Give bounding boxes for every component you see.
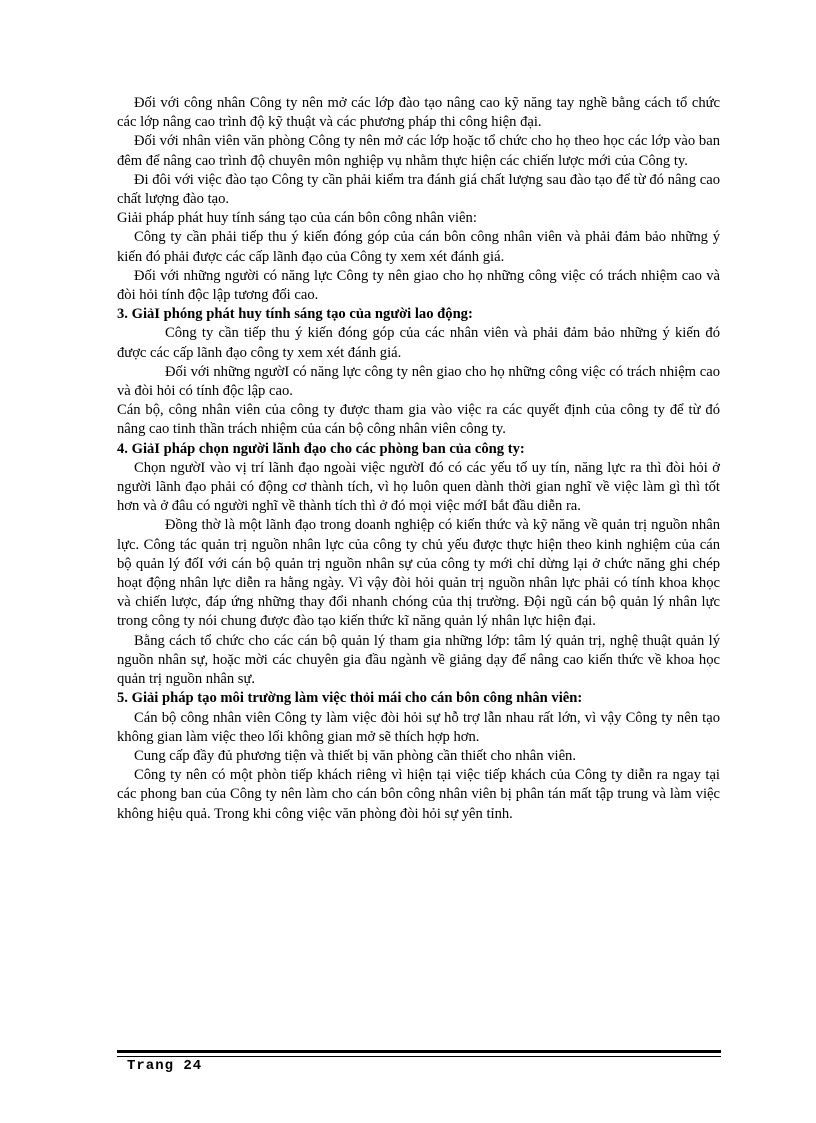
heading-section-4: 4. GiảI pháp chọn người lãnh đạo cho các phòng ban của công ty:: [117, 440, 525, 457]
paragraph-worker-training: Đối với công nhân Công ty nên mở các lớp đào tạo nâng cao kỹ năng tay nghề bằng cách tổ chức các lớp nâng cao trình độ kỹ thuật và các phương pháp thi công hiện đại.: [117, 95, 720, 131]
paragraph-creativity-intro: Giải pháp phát huy tính sáng tạo của cán bôn công nhân viên:: [117, 210, 477, 227]
paragraph-training-evaluation: Đi đôi với việc đào tạo Công ty cần phải kiểm tra đánh giá chất lượng sau đào tạo để từ đó nâng cao chất lượng đào tạo.: [117, 171, 720, 208]
paragraph-feedback: Công ty cần phải tiếp thu ý kiến đóng góp của cán bôn công nhân viên và phải đảm bảo những ý kiến đó phải được các cấp lãnh đạo của Công ty xem xét đánh giá.: [117, 229, 720, 265]
document-body: [117, 94, 720, 824]
heading-section-5: 5. Giải pháp tạo môi trường làm việc thỏi mái cho cán bôn công nhân viên:: [117, 690, 583, 707]
footer-divider: [117, 1050, 721, 1057]
heading-section-3: 3. GiảI phóng phát huy tính sáng tạo của người lao động:: [117, 306, 473, 323]
paragraph-equipment: Cung cấp đầy đủ phương tiện và thiết bị văn phòng cần thiết cho nhân viên.: [134, 747, 576, 764]
paragraph-open-space: Cán bộ công nhân viên Công ty làm việc đòi hỏi sự hỗ trợ lẫn nhau rất lớn, vì vậy Công ty nên tạo không gian làm việc theo lối không gian mở sẽ thích hợp hơn.: [117, 709, 720, 745]
paragraph-hr-management: Đồng thờ là một lãnh đạo trong doanh nghiệp có kiến thức và kỹ năng về quản trị nguồn nhân lực. Công tác quản trị nguồn nhân lực của công ty chủ yếu được thực hiện theo kinh nghiệm của cán bộ quản lý đốI với cán bộ quản trị nguồn nhân sự của công ty mới chỉ dừng lại ở chức năng ghi chép hoạt động nhân lực diễn ra hằng ngày. Vì vậy đòi hỏi quản trị nguồn nhân lực phải có tính khoa khọc và chiến lược, đáp ứng những thay đổi nhanh chóng của thị trường. Đội ngũ cán bộ quản lý nhân lực trong công ty nói chung được đào tạo kiến thức kĩ năng quản lý nhân lực hiện đại.: [117, 517, 720, 630]
paragraph-reception-room: Công ty nên có một phòn tiếp khách riêng vì hiện tại việc tiếp khách của Công ty diễn ra ngay tại các phong ban của Công ty nên làm cho cán bôn công nhân viên bị phân tán mất tập trung và làm việc không hiệu quả. Trong khi công việc văn phòng đòi hỏi sự yên tỉnh.: [117, 767, 720, 822]
paragraph-decision-participation: Cán bộ, công nhân viên của công ty được tham gia vào việc ra các quyết định của công ty để từ đó nâng cao tinh thần trách nhiệm của cán bộ công nhân viên công ty.: [117, 402, 720, 438]
paragraph-leader-selection: Chọn ngườI vào vị trí lãnh đạo ngoài việc ngườI đó có các yếu tố uy tín, năng lực ra thì đòi hỏi ở người lãnh đạo phải có động cơ thành tích, vì họ luôn quen dành thời gian nghĩ về việc làm gì thì tốt hơn và ở đâu có người nghĩ về thành tích thì ở đó mọi việc mớI bắt đầu diễn ra.: [117, 459, 720, 515]
paragraph-office-training: Đối với nhân viên văn phòng Công ty nên mở các lớp hoặc tổ chức cho họ theo học các lớp vào ban đêm để nâng cao trình độ chuyên môn nghiệp vụ nhằm thực hiện các chiến lược mới của Công ty.: [117, 133, 720, 169]
paragraph-responsibility: Đối với những người có năng lực Công ty nên giao cho họ những công việc có trách nhiệm cao và đòi hỏi tính độc lập tương đối cao.: [117, 267, 720, 304]
paragraph-section-3-feedback: Công ty cần tiếp thu ý kiến đóng góp của các nhân viên và phải đảm bảo những ý kiến đó được các cấp lãnh đạo công ty xem xét đánh giá.: [117, 325, 720, 361]
paragraph-section-3-responsibility: Đối với những ngườI có năng lực công ty nên giao cho họ những công việc có trách nhiệm cao và đòi hỏi có tính độc lập cao.: [117, 363, 720, 400]
page-number: Trang 24: [127, 1058, 203, 1074]
paragraph-manager-training: Bằng cách tổ chức cho các cán bộ quản lý tham gia những lớp: tâm lý quản trị, nghệ thuật quản lý nguồn nhân sự, hoặc mời các chuyên gia đầu ngành về giảng dạy để nâng cao kiến thức về khoa học quản trị nguồn nhân sự.: [117, 632, 720, 688]
